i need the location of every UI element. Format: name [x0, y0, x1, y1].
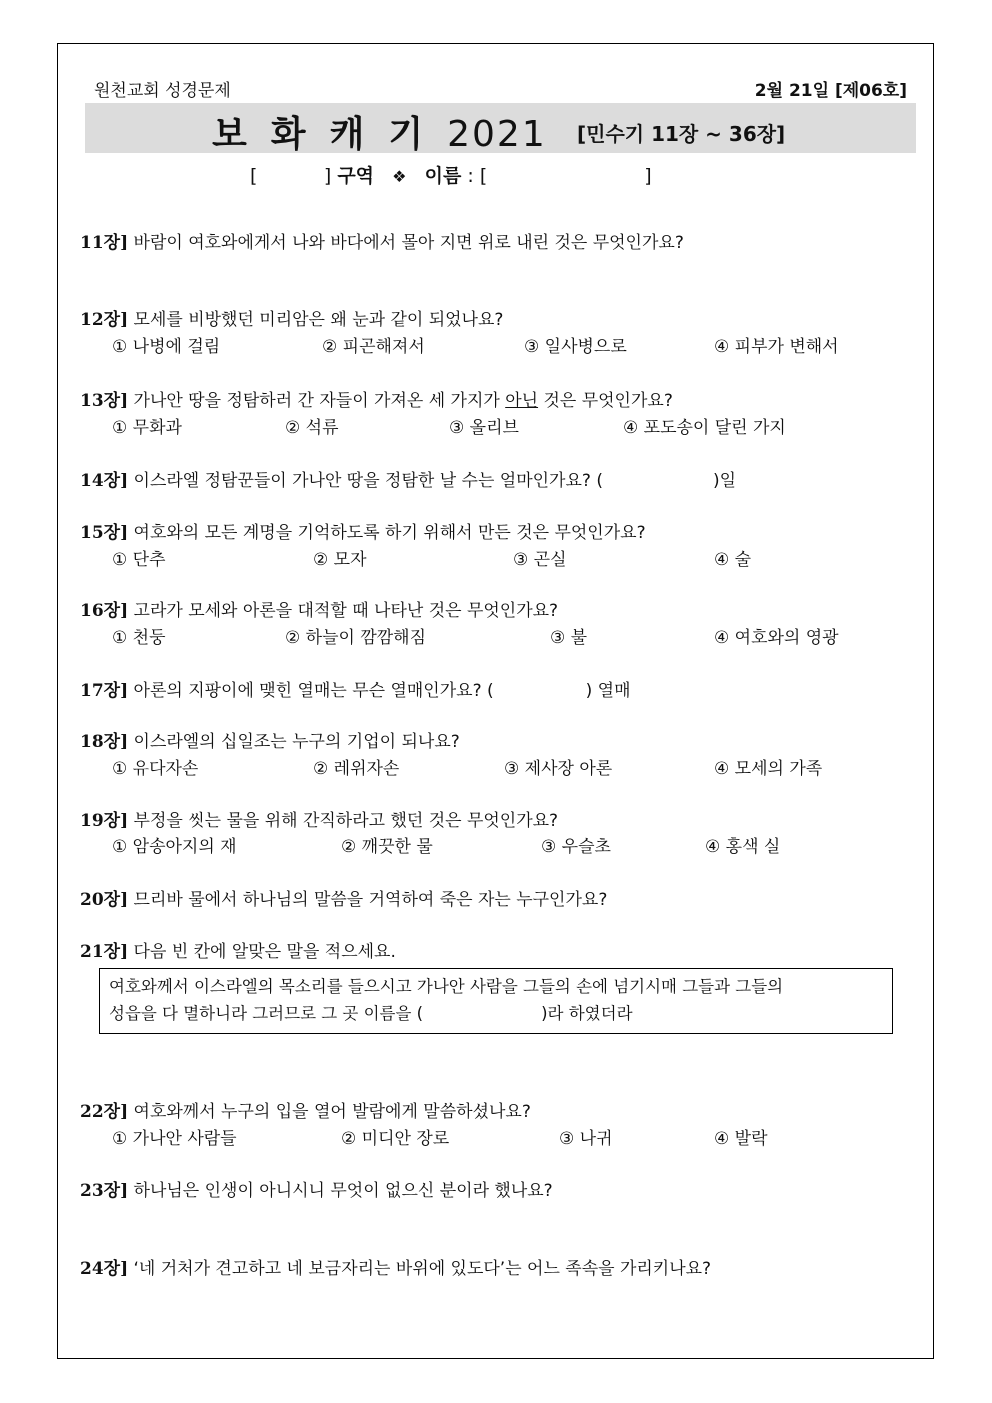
question-18: 18장] 이스라엘의 십일조는 누구의 기업이 되나요? — [80, 732, 460, 752]
question-11: 11장] 바람이 여호와에게서 나와 바다에서 몰아 지면 위로 내린 것은 무엇인가요? — [80, 233, 684, 253]
subtitle: [민수기 11장 ~ 36장] — [577, 122, 786, 146]
question-15: 15장] 여호와의 모든 계명을 기억하도록 하기 위해서 만든 것은 무엇인가요? — [80, 523, 646, 543]
box-line-1: 여호와께서 이스라엘의 목소리를 들으시고 가나안 사람을 그들의 손에 넘기시매 그들과 그들의 — [109, 977, 784, 996]
issue-number: [제06호] — [834, 81, 907, 101]
question-12: 12장] 모세를 비방했던 미리암은 왜 눈과 같이 되었나요? — [80, 310, 504, 330]
option: ① 천둥 — [112, 628, 166, 648]
question-24: 24장] ‘네 거처가 견고하고 네 보금자리는 바위에 있도다’는 어느 족속을 가리키나요? — [80, 1259, 712, 1279]
option: ② 모자 — [313, 550, 367, 570]
option: ④ 홍색 실 — [705, 837, 781, 857]
option: ① 유다자손 — [112, 759, 199, 779]
district-label: 구역 — [337, 165, 375, 187]
option: ③ 올리브 — [449, 418, 519, 438]
option: ③ 제사장 아론 — [504, 759, 613, 779]
question-22: 22장] 여호와께서 누구의 입을 열어 발람에게 말씀하셨나요? — [80, 1102, 531, 1122]
option: ② 피곤해져서 — [322, 337, 425, 357]
fill-in-box — [99, 968, 893, 1034]
option: ④ 발락 — [714, 1129, 768, 1149]
main-title: 보 화 캐 기 2021 — [212, 114, 547, 155]
question-19: 19장] 부정을 씻는 물을 위해 간직하라고 했던 것은 무엇인가요? — [80, 811, 559, 831]
option: ① 무화과 — [112, 418, 182, 438]
option: ① 가나안 사람들 — [112, 1129, 237, 1149]
question-23: 23장] 하나님은 인생이 아니시니 무엇이 없으신 분이라 했나요? — [80, 1181, 553, 1201]
question-16: 16장] 고라가 모세와 아론을 대적할 때 나타난 것은 무엇인가요? — [80, 601, 559, 621]
option: ② 미디안 장로 — [341, 1129, 450, 1149]
option: ④ 모세의 가족 — [714, 759, 823, 779]
option: ③ 일사병으로 — [524, 337, 627, 357]
option: ② 레위자손 — [313, 759, 400, 779]
question-21: 21장] 다음 빈 칸에 알맞은 말을 적으세요. — [80, 942, 396, 962]
question-17: 17장] 아론의 지팡이에 맺힌 열매는 무슨 열매인가요? ( ) 열매 — [80, 681, 631, 701]
option: ④ 여호와의 영광 — [714, 628, 839, 648]
option: ③ 나귀 — [559, 1129, 613, 1149]
option: ④ 술 — [714, 550, 752, 570]
name-label: 이름 — [424, 165, 462, 187]
question-20: 20장] 므리바 물에서 하나님의 말씀을 거역하여 죽은 자는 누구인가요? — [80, 890, 608, 910]
option: ② 하늘이 깜깜해짐 — [285, 628, 427, 648]
issue-date — [755, 76, 907, 101]
option: ④ 포도송이 달린 가지 — [623, 418, 786, 438]
church-title: 원천교회 성경문제 — [94, 81, 231, 101]
option: ③ 곤실 — [513, 550, 567, 570]
option: ③ 우슬초 — [541, 837, 611, 857]
option: ④ 피부가 변해서 — [714, 337, 839, 357]
option: ② 깨끗한 물 — [341, 837, 433, 857]
option: ③ 불 — [550, 628, 588, 648]
separator: ❖ — [392, 167, 407, 186]
option: ① 암송아지의 재 — [112, 837, 237, 857]
question-14: 14장] 이스라엘 정탐꾼들이 가나안 땅을 정탐한 날 수는 얼마인가요? ( )일 — [80, 471, 737, 491]
name-line: [ ] 구역 ❖ 이름 : [ ] — [250, 165, 652, 187]
box-line-2: 성읍을 다 멸하니라 그러므로 그 곳 이름을 ( )라 하였더라 — [109, 1004, 633, 1023]
option: ② 석류 — [285, 418, 339, 438]
option: ① 나병에 걸림 — [112, 337, 221, 357]
option: ① 단추 — [112, 550, 166, 570]
question-13: 13장] 가나안 땅을 정탐하러 간 자들이 가져온 세 가지가 아닌 것은 무엇인가요? — [80, 391, 673, 411]
date: 2월 21일 — [754, 81, 830, 101]
